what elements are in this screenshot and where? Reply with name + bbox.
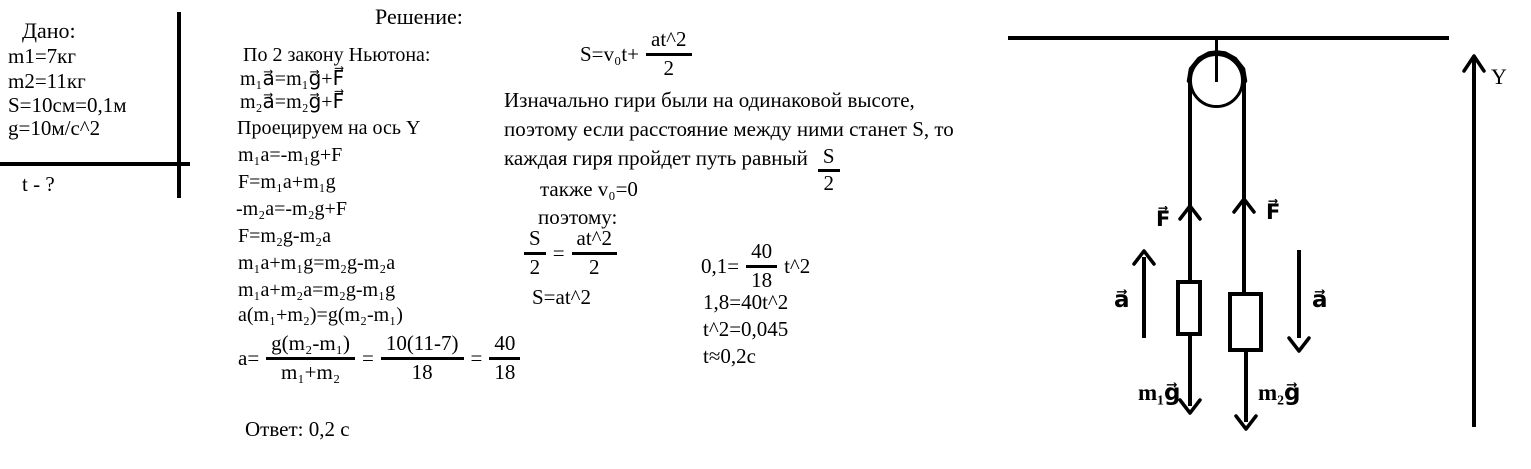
mass-1-box — [1176, 280, 1202, 336]
right-acceleration-label: a⃗ — [1312, 287, 1328, 312]
numeric-line-1-rhs: t^2 — [784, 253, 811, 278]
ceiling-line — [1008, 36, 1449, 40]
numeric-line-2: 1,8=40t^2 — [703, 290, 789, 314]
mass-2-box — [1228, 292, 1263, 352]
explanation-line-3: каждая гиря пройдет путь равный — [504, 146, 808, 170]
left-acceleration-label: a⃗ — [1114, 287, 1130, 312]
vector-equation-1: m₁a⃗=m₁g⃗+F⃗ — [240, 68, 345, 90]
newton-intro: По 2 закону Ньютона: — [243, 44, 431, 66]
projection-line: F=m₁a+m₁g — [238, 171, 336, 193]
left-acceleration-arrow-line — [1142, 257, 1146, 338]
initial-velocity-note: также v₀=0 — [540, 177, 638, 201]
accel-fraction-result: $\frac{40}{18}$ — [489, 332, 520, 384]
solution-heading: Решение: — [375, 4, 463, 29]
half-distance-equation — [524, 227, 617, 279]
distance-formula-lhs: S=v₀t+ — [580, 41, 640, 66]
vector-equation-2: m₂a⃗=m₂g⃗+F⃗ — [240, 91, 345, 113]
given-find: t - ? — [22, 172, 55, 196]
numeric-line-1-lhs: 0,1= — [701, 253, 740, 278]
left-acceleration-arrowhead-icon — [1131, 248, 1157, 266]
numeric-line-1-fraction: $\frac{40}{18}$ — [746, 240, 777, 292]
given-divider-vertical — [177, 12, 181, 198]
projection-line: m₁a+m₁g=m₂g-m₂a — [238, 252, 396, 274]
m2g-label: m₂g⃗ — [1258, 380, 1301, 405]
half-eq-equals: = — [552, 240, 565, 265]
therefore-label: поэтому: — [538, 205, 618, 229]
y-axis-arrowhead-icon — [1461, 53, 1487, 73]
given-line-m2: m2=11кг — [8, 69, 86, 93]
acceleration-equation — [238, 332, 520, 384]
m1g-label: m₁g⃗ — [1138, 380, 1181, 405]
half-eq-left-fraction: $\frac{S}{2}$ — [524, 227, 546, 279]
right-acceleration-arrow-line — [1297, 250, 1301, 338]
right-tension-label: F⃗ — [1266, 200, 1281, 224]
projection-line: -m₂a=-m₂g+F — [236, 198, 347, 220]
projection-line: m₁a+m₂a=m₂g-m₁g — [238, 279, 396, 301]
projection-intro: Проецируем на ось Y — [237, 117, 421, 139]
y-axis-label: Y — [1491, 64, 1507, 89]
numeric-line-1 — [701, 240, 810, 292]
right-acceleration-arrowhead-icon — [1286, 336, 1312, 354]
left-string — [1188, 80, 1192, 281]
accel-fraction-symbolic: $\frac{\text{g(m₂-m₁)}}{\text{m₁+m₂}}$ — [266, 332, 355, 384]
projection-line: m₁a=-m₁g+F — [238, 144, 343, 166]
given-line-m1: m1=7кг — [8, 44, 76, 68]
projection-line: F=m₂g-m₂a — [238, 225, 331, 247]
accel-fraction-numeric: $\frac{10(11-7)}{18}$ — [381, 332, 464, 384]
left-tension-arrowhead-icon — [1177, 203, 1203, 221]
given-line-s: S=10см=0,1м — [8, 93, 127, 117]
half-eq-right-fraction: $\frac{at\^{}2}{2}$ — [572, 227, 618, 279]
m1g-arrowhead-icon — [1177, 398, 1203, 416]
explanation-line-1: Изначально гири были на одинаковой высоте, — [504, 88, 915, 112]
y-axis-line — [1472, 57, 1476, 427]
m1g-arrow-line — [1188, 336, 1192, 406]
accel-equals-1: = — [361, 345, 374, 370]
accel-lhs: a= — [238, 345, 260, 370]
given-divider-horizontal — [0, 162, 190, 166]
rope-over-pulley-arc — [1185, 51, 1249, 87]
projection-line: a(m₁+m₂)=g(m₂-m₁) — [238, 304, 403, 326]
m2g-arrowhead-icon — [1233, 414, 1259, 432]
accel-equals-2: = — [470, 345, 483, 370]
left-tension-label: F⃗ — [1156, 207, 1171, 231]
s-equation: S=at^2 — [532, 285, 592, 309]
given-line-g: g=10м/c^2 — [8, 116, 101, 140]
right-string — [1242, 80, 1246, 292]
m2g-arrow-line — [1244, 352, 1248, 422]
answer-line: Ответ: 0,2 с — [245, 417, 350, 441]
numeric-line-3: t^2=0,045 — [703, 317, 789, 341]
distance-formula-fraction: $\frac{at\^{}2}{2}$ — [646, 28, 692, 80]
given-title: Дано: — [22, 18, 76, 43]
numeric-line-4: t≈0,2c — [703, 344, 756, 368]
half-path-fraction: $\frac{S}{2}$ — [818, 146, 840, 194]
distance-formula — [580, 28, 692, 80]
explanation-line-2: поэтому если расстояние между ними станет S, то — [504, 117, 954, 141]
right-tension-arrowhead-icon — [1231, 196, 1257, 214]
